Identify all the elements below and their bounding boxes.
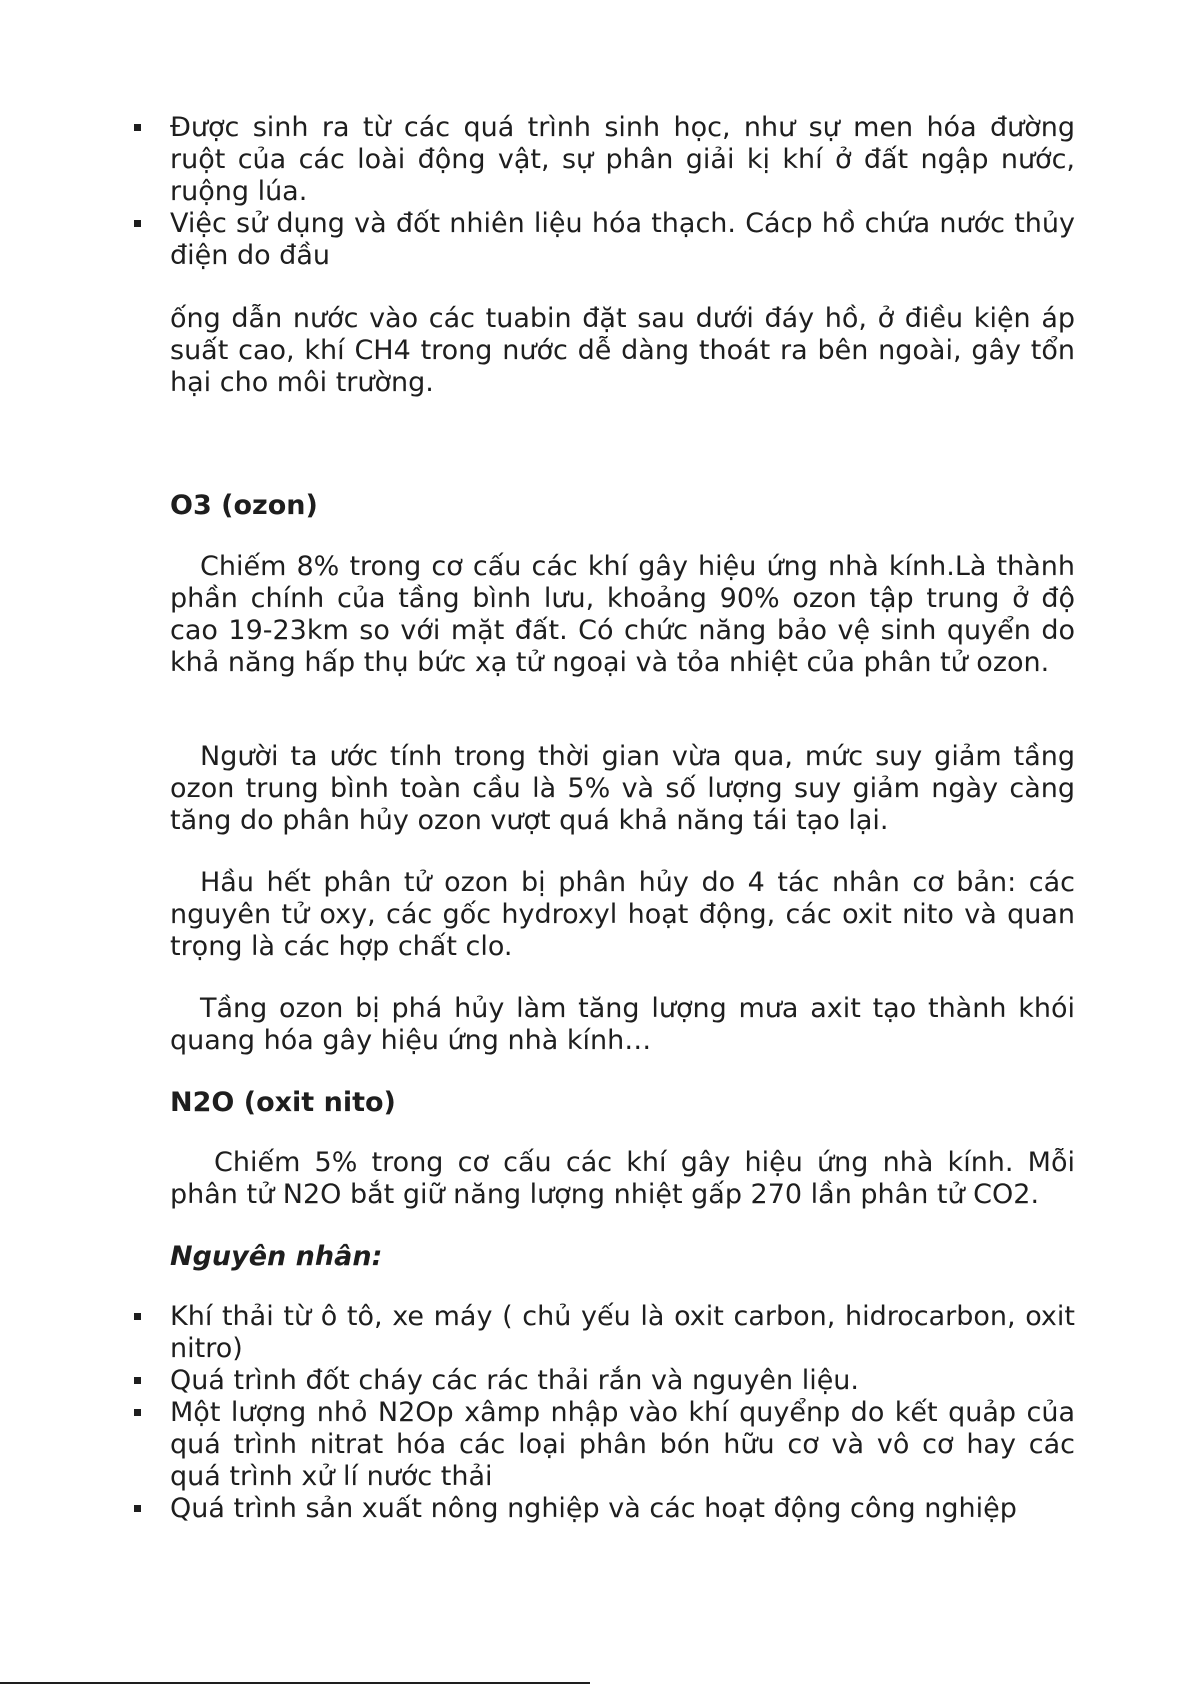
continuation-paragraph: ống dẫn nước vào các tuabin đặt sau dưới đáy hồ, ở điều kiện áp suất cao, khí CH4 trong nước dễ dàng thoát ra bên ngoài, gây tổn hại cho môi trường. — [170, 303, 1075, 398]
list-item — [170, 1397, 1075, 1493]
section-heading-ozone: O3 (ozon) — [170, 490, 318, 521]
square-bullet-icon — [134, 1313, 141, 1320]
list-item — [170, 208, 1075, 272]
section-heading-n2o: N2O (oxit nito) — [170, 1087, 396, 1118]
footer-rule — [0, 1682, 590, 1684]
cause-heading: Nguyên nhân: — [170, 1241, 383, 1272]
square-bullet-icon — [134, 1409, 141, 1416]
list-item — [170, 1301, 1075, 1365]
list-item-text: Một lượng nhỏ N2Op xâmp nhập vào khí quyểnp do kết quảp của quá trình nitrat hóa các loại phân bón hữu cơ và vô cơ hay các quá trình xử lí nước thải — [170, 1397, 1075, 1492]
square-bullet-icon — [134, 1505, 141, 1512]
list-item-text: Việc sử dụng và đốt nhiên liệu hóa thạch. Cácp hồ chứa nước thủy điện do đầu — [170, 208, 1075, 271]
square-bullet-icon — [134, 1377, 141, 1384]
list-item-text: Được sinh ra từ các quá trình sinh học, như sự men hóa đường ruột của các loài động vật, sự phân giải kị khí ở đất ngập nước, ruộng lúa. — [170, 112, 1075, 207]
ozone-paragraph: Hầu hết phân tử ozon bị phân hủy do 4 tác nhân cơ bản: các nguyên tử oxy, các gốc hydroxyl hoạt động, các oxit nito và quan trọng là các hợp chất clo. — [170, 867, 1075, 962]
list-item — [170, 1365, 1075, 1397]
list-item-text: Quá trình đốt cháy các rác thải rắn và nguyên liệu. — [170, 1365, 860, 1396]
ozone-paragraph: Chiếm 8% trong cơ cấu các khí gây hiệu ứng nhà kính.Là thành phần chính của tầng bình lưu, khoảng 90% ozon tập trung ở độ cao 19-23km so với mặt đất. Có chức năng bảo vệ sinh quyển do khả năng hấp thụ bức xạ tử ngoại và tỏa nhiệt của phân tử ozon. — [170, 551, 1075, 678]
list-item — [170, 1493, 1075, 1525]
square-bullet-icon — [134, 220, 141, 227]
list-item-text: Khí thải từ ô tô, xe máy ( chủ yếu là oxit carbon, hidrocarbon, oxit nitro) — [170, 1301, 1075, 1364]
square-bullet-icon — [134, 124, 141, 131]
list-item — [170, 112, 1075, 208]
ozone-paragraph: Người ta ước tính trong thời gian vừa qua, mức suy giảm tầng ozon trung bình toàn cầu là 5% và số lượng suy giảm ngày càng tăng do phân hủy ozon vượt quá khả năng tái tạo lại. — [170, 741, 1075, 836]
n2o-paragraph: Chiếm 5% trong cơ cấu các khí gây hiệu ứng nhà kính. Mỗi phân tử N2O bắt giữ năng lượng nhiệt gấp 270 lần phân tử CO2. — [170, 1147, 1075, 1210]
ch4-source-list — [170, 112, 1075, 272]
n2o-cause-list — [170, 1301, 1075, 1525]
ozone-paragraph: Tầng ozon bị phá hủy làm tăng lượng mưa axit tạo thành khói quang hóa gây hiệu ứng nhà kính… — [170, 993, 1075, 1056]
list-item-text: Quá trình sản xuất nông nghiệp và các hoạt động công nghiệp — [170, 1493, 1017, 1524]
